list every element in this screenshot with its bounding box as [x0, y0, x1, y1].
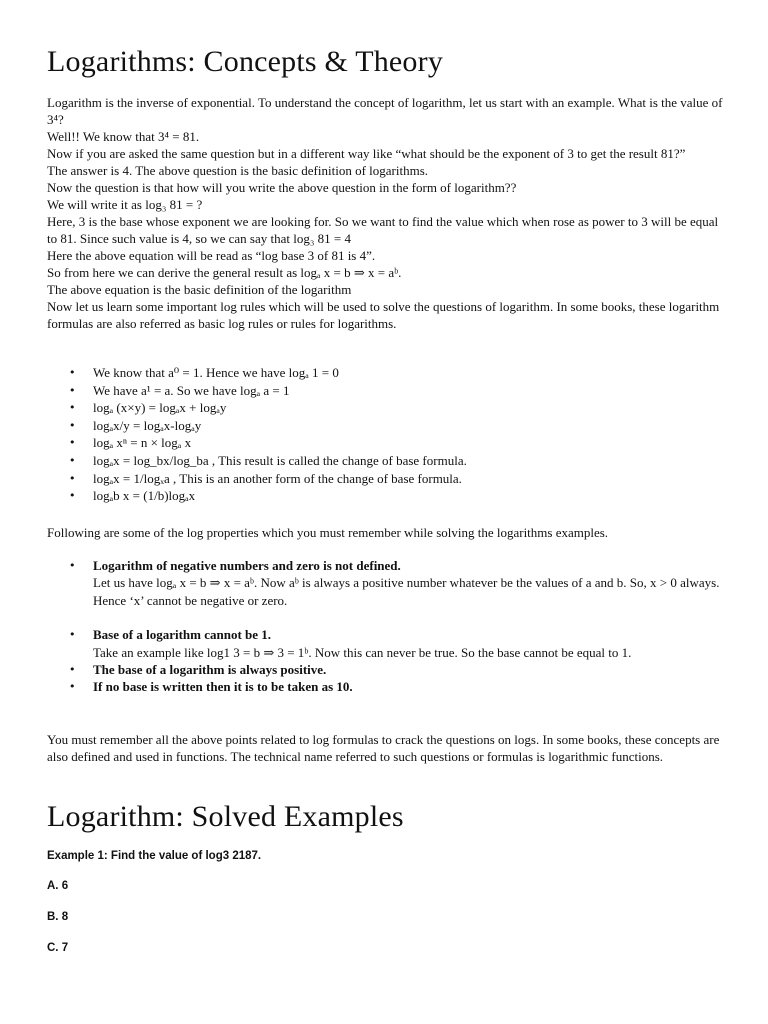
answer-option: B. 8 [47, 911, 69, 923]
answer-option: C. 7 [47, 942, 69, 954]
example-question: Example 1: Find the value of log3 2187. [47, 850, 262, 862]
property-body: Let us have logₐ x = b ⇒ x = aᵇ. Now aᵇ is always a positive number whatever be the values of a and b. So, x > 0 always. Hence ‘x’ cannot be negative or zero. [93, 575, 720, 608]
log-properties-list [47, 557, 727, 696]
list-item: • logₐ (x×y) = logₐx + logₐy [47, 399, 727, 417]
section-title-examples: Logarithm: Solved Examples [47, 800, 404, 833]
intro-line: Logarithm is the inverse of exponential. To understand the concept of logarithm, let us start with an example. What is the value of 3⁴? [47, 95, 723, 127]
property-heading: Base of a logarithm cannot be 1. [93, 627, 272, 643]
intro-line: The above equation is the basic definition of the logarithm [47, 282, 352, 297]
intro-line: We will write it as log₃ 81 = ? [47, 197, 203, 212]
property-heading: If no base is written then it is to be taken as 10. [93, 679, 353, 695]
intro-text [47, 94, 727, 332]
intro-line: Here, 3 is the base whose exponent we are looking for. So we want to find the value which when rose as power to 3 will be equal to 81. Since such value is 4, so we can say that log₃ 81 = 4 [47, 214, 719, 246]
intro-line: Now if you are asked the same question but in a different way like “what should be the exponent of 3 to get the result 81?” [47, 146, 686, 161]
intro-line: Now the question is that how will you write the above question in the form of logarithm?? [47, 180, 517, 195]
list-item: • logₐx/y = logₐx-logₐy [47, 417, 727, 435]
closing-text: You must remember all the above points related to log formulas to crack the questions on logs. In some books, these concepts are also defined and used in functions. The technical name referred to such questions or formulas is logarithmic functions. [47, 732, 720, 764]
section-title-concepts: Logarithms: Concepts & Theory [47, 45, 444, 78]
following-text: Following are some of the log properties which you must remember while solving the logarithms examples. [47, 525, 609, 540]
list-item [47, 678, 727, 695]
property-heading: Logarithm of negative numbers and zero is not defined. [93, 558, 401, 573]
intro-line: Here the above equation will be read as “log base 3 of 81 is 4”. [47, 248, 376, 263]
intro-line: So from here we can derive the general result as logₐ x = b ⇒ x = aᵇ. [47, 265, 402, 280]
list-item: • We have a¹ = a. So we have logₐ a = 1 [47, 382, 727, 400]
intro-line: The answer is 4. The above question is the basic definition of logarithms. [47, 163, 429, 178]
intro-line: Well!! We know that 3⁴ = 81. [47, 129, 200, 144]
list-item [47, 661, 727, 678]
list-item: • logₐx = log_bx/log_ba , This result is called the change of base formula. [47, 452, 727, 470]
list-item [47, 557, 727, 609]
list-item: • logₐ xⁿ = n × logₐ x [47, 434, 727, 452]
list-item [47, 626, 727, 661]
intro-line: Now let us learn some important log rules which will be used to solve the questions of logarithm. In some books, these logarithm formulas are also referred as basic log rules or rules for logarithms. [47, 299, 720, 331]
list-item: • We know that a⁰ = 1. Hence we have logₐ 1 = 0 [47, 364, 727, 382]
answer-option: A. 6 [47, 880, 69, 892]
list-item: • logₐb x = (1/b)logₐx [47, 487, 727, 505]
property-body: Take an example like log1 3 = b ⇒ 3 = 1ᵇ. Now this can never be true. So the base cannot be equal to 1. [93, 644, 632, 660]
list-item: • logₐx = 1/logₓa , This is an another form of the change of base formula. [47, 470, 727, 488]
log-rules-list [47, 364, 727, 505]
property-heading: The base of a logarithm is always positive. [93, 662, 327, 678]
